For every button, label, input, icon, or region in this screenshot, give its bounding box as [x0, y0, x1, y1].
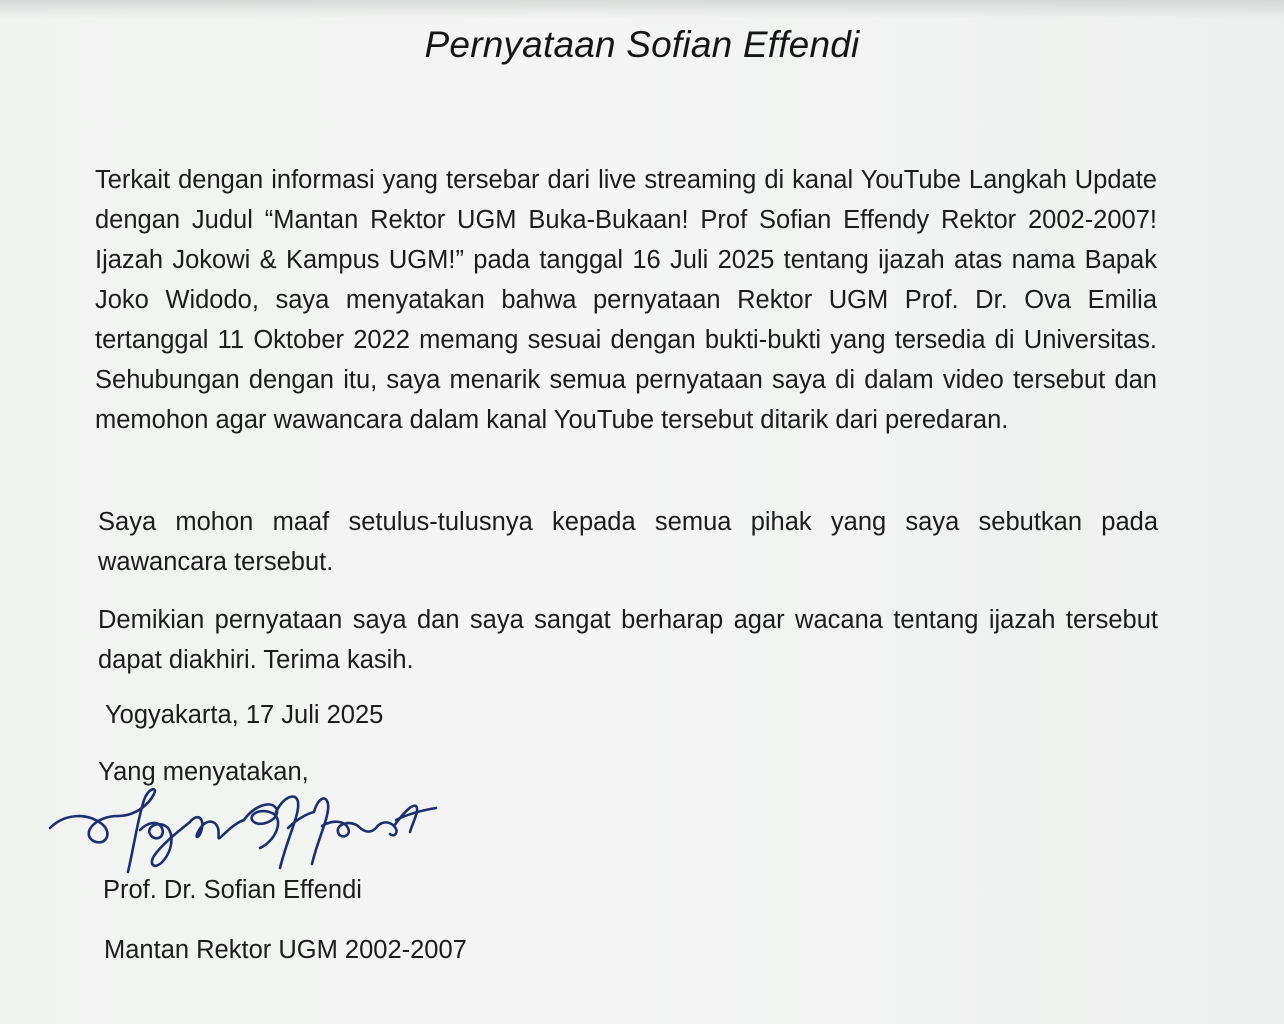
paragraph-apology: Saya mohon maaf setulus-tulusnya kepada semua pihak yang saya sebutkan pada wawancara tersebut. — [98, 508, 1158, 576]
place-and-date: Yogyakarta, 17 Juli 2025 — [105, 701, 384, 729]
closing-phrase: Yang menyatakan, — [98, 758, 309, 786]
document-title: Pernyataan Sofian Effendi — [424, 24, 860, 65]
paragraph-clarification: Terkait dengan informasi yang tersebar dari live streaming di kanal YouTube Langkah Update dengan Judul “Mantan Rektor UGM Buka-Bukaan! Prof Sofian Effendy Rektor 2002-2007! Ijazah Jokowi & Kampus UGM!” pada tanggal 16 Juli 2025 tentang ijazah atas nama Bapak Joko Widodo, saya menyatakan bahwa pernyataan Rektor UGM Prof. Dr. Ova Emilia tertanggal 11 Oktober 2022 memang sesuai dengan bukti-bukti yang tersedia di Universitas. Sehubungan dengan itu, saya menarik semua pernyataan saya di dalam video tersebut dan memohon agar wawancara dalam kanal YouTube tersebut ditarik dari peredaran. — [95, 166, 1157, 434]
paragraph-conclusion: Demikian pernyataan saya dan saya sangat berharap agar wacana tentang ijazah tersebut dapat diakhiri. Terima kasih. — [98, 606, 1158, 674]
signer-position: Mantan Rektor UGM 2002-2007 — [104, 936, 467, 964]
signer-name: Prof. Dr. Sofian Effendi — [103, 876, 362, 904]
handwritten-signature — [44, 776, 444, 886]
page-edge-shadow — [0, 0, 1284, 18]
